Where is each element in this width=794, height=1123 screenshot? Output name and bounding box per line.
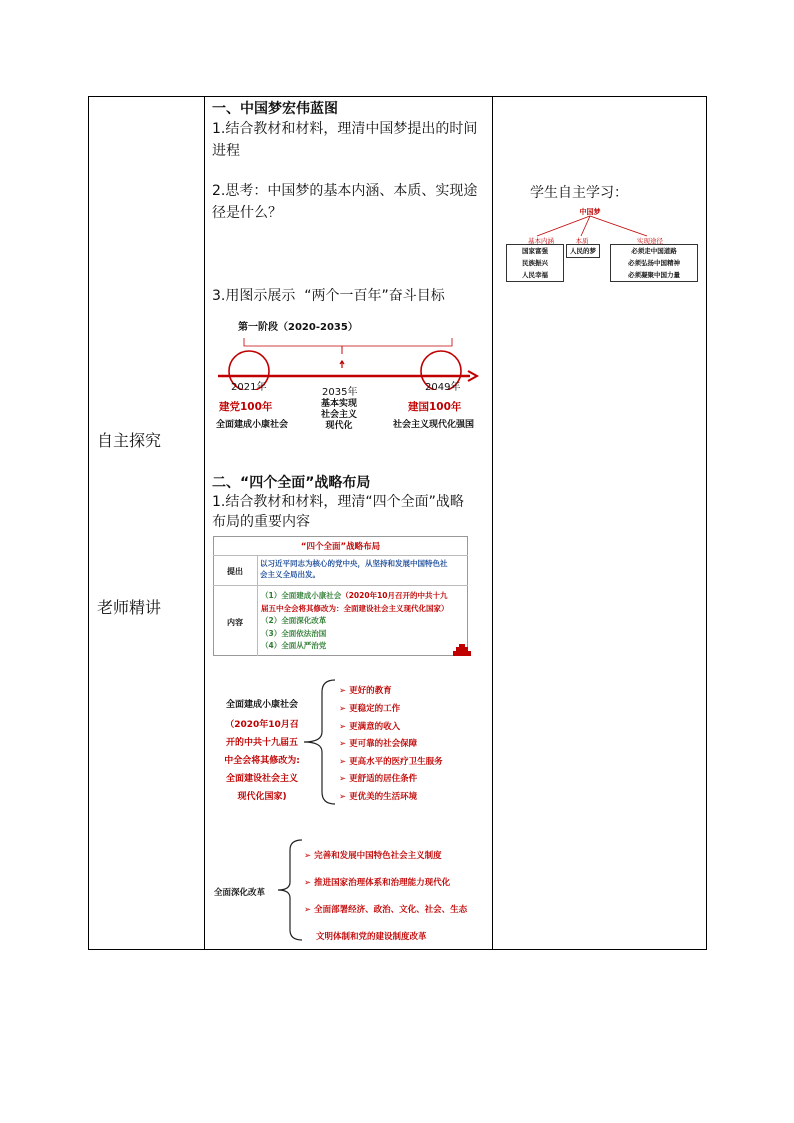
label-self-study: 自主探究 [97, 431, 162, 450]
section2-q1: 1.结合教材和材料，理清“四个全面”战略 布局的重要内容 [212, 494, 464, 530]
xiaokang-note: （2020年10月召 开的中共十九届五 中全会将其修改为: 全面建设社会主义 现代化国家) [224, 720, 300, 802]
xiaokang-item: ➢ 更好的教育 [339, 686, 392, 696]
reform-item: ➢ 全面部署经济、政治、文化、社会、生态 [304, 905, 468, 915]
section1-q2: 2.思考：中国梦的基本内涵、本质、实现途 径是什么？ [212, 183, 478, 221]
xiaokang-item: ➢ 更满意的收入 [339, 722, 401, 732]
mindmap-box2: 人民的梦 [566, 244, 600, 258]
four-table-row1-text: 以习近平同志为核心的党中央，从坚持和发展中国特色社 会主义全局出发。 [260, 559, 448, 579]
reform-title: 全面深化改革 [214, 888, 266, 898]
right-title: 学生自主学习： [530, 185, 628, 201]
timeline-2021: 2021年 [231, 382, 267, 393]
four-table-title: “四个全面”战略布局 [300, 542, 381, 552]
mindmap-branch2: 本质 [575, 237, 589, 245]
mindmap-box3: 必须走中国道路 必须弘扬中国精神 必须凝聚中国力量 [610, 244, 698, 282]
reform-item: ➢ 推进国家治理体系和治理能力现代化 [304, 878, 451, 888]
xiaokang-item: ➢ 更舒适的居住条件 [339, 774, 418, 784]
xiaokang-title: 全面建成小康社会 [225, 700, 298, 710]
xiaokang-item: ➢ 更优美的生活环境 [339, 792, 418, 802]
timeline-brace [244, 338, 452, 354]
section1-q3: 3.用图示展示 “两个一百年”奋斗目标 [212, 288, 445, 304]
mindmap-branch3: 实现途径 [637, 237, 663, 245]
mindmap-branch1: 基本内涵 [528, 237, 554, 245]
section1-q1: 1.结合教材和材料，理清中国梦提出的时间 进程 [212, 121, 478, 159]
reform-item: ➢ 完善和发展中国特色社会主义制度 [304, 851, 442, 861]
timeline-stage-label: 第一阶段（2020-2035） [238, 322, 358, 333]
timeline-2035: 2035年 [322, 387, 358, 398]
xiaokang-item: ➢ 更可靠的社会保障 [339, 739, 418, 749]
xiaokang-item: ➢ 更高水平的医疗卫生服务 [339, 757, 443, 767]
label-teacher-explain: 老师精讲 [97, 598, 162, 617]
timeline-left-red: 建党100年 [219, 401, 273, 413]
tiananmen-icon [452, 643, 472, 657]
timeline-mid: 基本实现 社会主义 现代化 [320, 399, 357, 431]
four-table-row1-label: 提出 [227, 567, 243, 576]
four-table-row2-content: （1）全面建成小康社会（2020年10月召开的中共十九 届五中全会将其修改为：全面建设社会主义现代化国家） （2）全面深化改革 （3）全面依法治国 （4）全面从严治党 [261, 591, 449, 650]
reform-item-cont: 文明体制和党的建设制度改革 [316, 932, 427, 942]
timeline-2049: 2049年 [425, 382, 461, 393]
section2-heading: 二、“四个全面”战略布局 [212, 475, 371, 491]
mindmap-root: 中国梦 [579, 208, 601, 216]
reform-brace [276, 836, 306, 946]
section1-heading: 一、中国梦宏伟蓝图 [212, 101, 338, 117]
four-table-row2-label: 内容 [227, 618, 243, 627]
timeline-left-black: 全面建成小康社会 [216, 420, 289, 430]
xiaokang-item: ➢ 更稳定的工作 [339, 704, 401, 714]
mindmap-box1: 国家富强 民族振兴 人民幸福 [506, 244, 564, 282]
timeline-small-arrow [340, 361, 344, 368]
timeline-right-black: 社会主义现代化强国 [393, 420, 475, 430]
timeline-right-red: 建国100年 [408, 401, 462, 413]
xiaokang-brace [300, 676, 340, 806]
